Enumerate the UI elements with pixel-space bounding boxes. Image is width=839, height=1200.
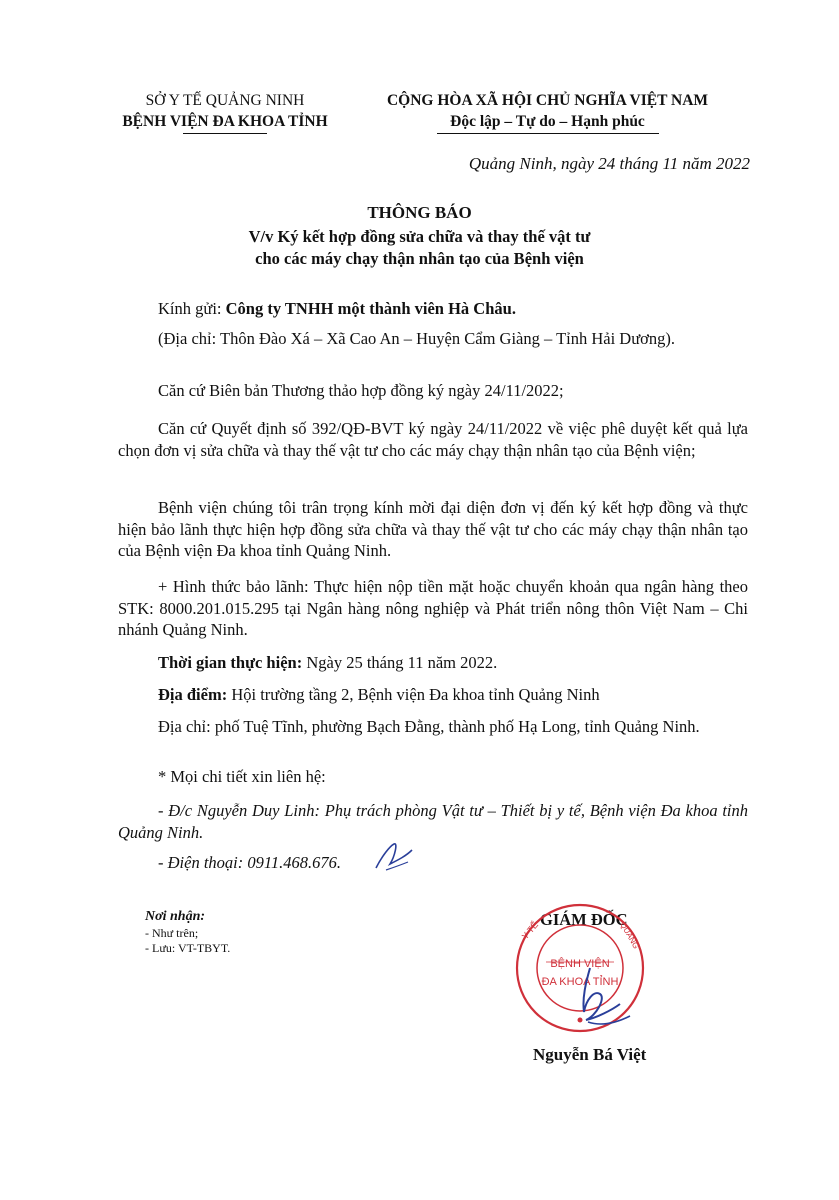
time-paragraph xyxy=(118,652,748,674)
kinh-gui-label: Kính gửi: xyxy=(158,299,226,318)
time-label: Thời gian thực hiện: xyxy=(158,653,303,672)
address-detail-paragraph: Địa chỉ: phố Tuệ Tĩnh, phường Bạch Đằng, thành phố Hạ Long, tỉnh Quảng Ninh. xyxy=(158,717,700,736)
stamp-line-1: BỆNH VIỆN xyxy=(550,958,610,970)
basis-paragraph-2: Căn cứ Quyết định số 392/QĐ-BVT ký ngày 24/11/2022 về việc phê duyệt kết quả lựa chọn đơn vị sửa chữa và thay thế vật tư cho các máy chạy thận nhân tạo của Bệnh viện; xyxy=(118,419,748,460)
svg-text:Y TẾ: Y TẾ xyxy=(519,919,541,942)
guarantee-paragraph: + Hình thức bảo lãnh: Thực hiện nộp tiền mặt hoặc chuyển khoản qua ngân hàng theo STK: 8000.201.015.295 tại Ngân hàng nông nghiệp và Phát triển nông thôn Việt Nam – Chi nhánh Quảng Ninh. xyxy=(118,577,748,639)
signer-position: GIÁM ĐỐC xyxy=(540,910,628,929)
agency-parent: SỞ Y TẾ QUẢNG NINH xyxy=(145,92,305,109)
recipients-block xyxy=(145,908,230,956)
kinh-gui-paragraph xyxy=(118,298,748,320)
recipients-label: Nơi nhận: xyxy=(145,909,206,924)
agency-underline xyxy=(183,133,267,134)
subject-line-1: V/v Ký kết hợp đồng sửa chữa và thay thế vật tư xyxy=(248,227,591,246)
document-subject xyxy=(0,226,839,270)
recipient-item: - Lưu: VT-TBYT. xyxy=(145,941,231,955)
national-header xyxy=(355,90,740,134)
place-label: Địa điểm: xyxy=(158,685,228,704)
document-title: THÔNG BÁO xyxy=(367,203,472,222)
recipient-company: Công ty TNHH một thành viên Hà Châu. xyxy=(225,299,516,318)
subject-line-2: cho các máy chạy thận nhân tạo của Bệnh viện xyxy=(255,249,584,268)
stamp-line-2: ĐA KHOA TỈNH xyxy=(541,976,619,988)
national-title: CỘNG HÒA XÃ HỘI CHỦ NGHĨA VIỆT NAM xyxy=(386,92,709,109)
invitation-paragraph: Bệnh viện chúng tôi trân trọng kính mời đại diện đơn vị đến ký kết hợp đồng và thực hiện bảo lãnh thực hiện hợp đồng sửa chữa và thay thế vật tư cho các máy chạy thận nhân tạo của Bệnh viện Đa khoa tỉnh Quảng Ninh. xyxy=(118,498,748,560)
national-motto: Độc lập – Tự do – Hạnh phúc xyxy=(450,113,645,130)
basis-paragraph-1: Căn cứ Biên bản Thương thảo hợp đồng ký ngày 24/11/2022; xyxy=(158,381,564,400)
motto-underline xyxy=(437,133,659,134)
handwritten-signature xyxy=(560,960,650,1040)
signer-name: Nguyễn Bá Việt xyxy=(533,1045,647,1064)
contact-paragraph: * Mọi chi tiết xin liên hệ: xyxy=(158,767,326,786)
place-value: Hội trường tầng 2, Bệnh viện Đa khoa tỉnh Quảng Ninh xyxy=(227,685,600,704)
time-value: Ngày 25 tháng 11 năm 2022. xyxy=(302,653,498,672)
agency-name: BỆNH VIỆN ĐA KHOA TỈNH xyxy=(122,113,328,130)
initial-mark xyxy=(368,838,418,878)
phone-paragraph: - Điện thoại: 0911.468.676. xyxy=(158,853,342,872)
date-line: Quảng Ninh, ngày 24 tháng 11 năm 2022 xyxy=(468,154,750,173)
contact-person-paragraph: - Đ/c Nguyễn Duy Linh: Phụ trách phòng Vật tư – Thiết bị y tế, Bệnh viện Đa khoa tỉnh Quảng Ninh. xyxy=(118,801,748,842)
agency-header xyxy=(100,90,350,134)
svg-text:QUẢNG: QUẢNG xyxy=(618,920,641,951)
recipient-item: - Như trên; xyxy=(145,926,199,940)
address-paragraph: (Địa chỉ: Thôn Đào Xá – Xã Cao An – Huyện Cẩm Giàng – Tỉnh Hải Dương). xyxy=(158,329,676,348)
place-paragraph xyxy=(118,684,748,706)
